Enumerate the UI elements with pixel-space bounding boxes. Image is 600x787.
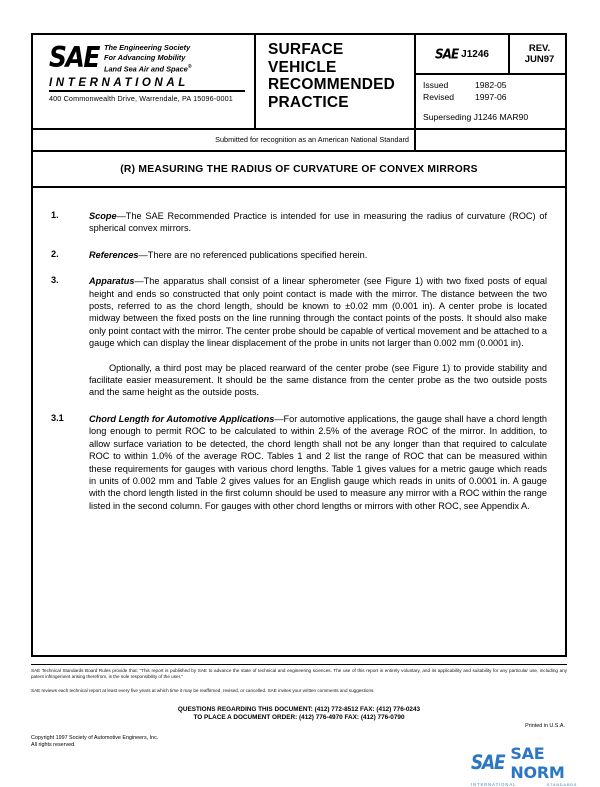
section-scope-dash: —: [116, 211, 126, 221]
sae-norm-logo: [471, 744, 583, 787]
section-scope-body: [89, 210, 547, 235]
practice-type-cell: [254, 35, 414, 128]
sae-tagline: [104, 43, 192, 74]
submitted-band: [33, 130, 565, 150]
sae-norm-logo-row: [471, 744, 583, 782]
sae-logo-row: [49, 40, 245, 75]
practice-type-line-2: VEHICLE: [268, 58, 337, 76]
document-footer: [31, 664, 567, 749]
section-apparatus-body: [89, 275, 547, 399]
sae-tagline-line-3: [104, 62, 192, 74]
footer-contact: [31, 706, 567, 723]
footer-order-line: TO PLACE A DOCUMENT ORDER: (412) 776-4970 FAX: (412) 776-0790: [193, 714, 405, 722]
document-frame: [31, 33, 567, 657]
practice-type-line-3: RECOMMENDED: [268, 76, 396, 93]
submitted-note: Submitted for recognition as an American National Standard: [215, 135, 409, 144]
footer-copyright-line-2: All rights reserved.: [31, 741, 76, 748]
section-chord-length-number: 3.1: [51, 412, 64, 423]
document-number: J1246: [461, 48, 489, 60]
section-apparatus-dash: —: [134, 276, 144, 287]
footer-review-note: SAE reviews each technical report at least every five years at which time it may be reaffirmed, revised, or cancelled. SAE invites your written comments and suggestions.: [31, 688, 375, 694]
issued-value: 1982-05: [475, 80, 507, 90]
section-references: [51, 249, 547, 261]
revision-cell: [510, 35, 569, 73]
sae-norm-sub-left: INTERNATIONAL: [471, 782, 517, 787]
section-chord-length-heading: Chord Length for Automotive Applications: [89, 413, 275, 424]
section-chord-length-text: For automotive applications, the gauge shall have a chord length long enough to permit ROC to be calculated to within 2.5% of the average ROC of the mirror. In addition, to allow surface variation to be detected, the chord length shall not be any longer than that required to calculate ROC to within 1.0% of the average ROC. Tables 1 and 2 list the range of ROC that can be measured within these requirements for gauges with various chord lengths. Table 1 gives values for a metric gauge which reads in units of 0.002 mm and Table 2 gives values for an English gauge which reads in units of 0.0001 in. A gauge with the chord length listed in the first column should be used to measure any mirror with a ROC within the range listed in the second column. For gauges with other chord lengths or mirrors with other ROC, see Appendix A.: [89, 413, 547, 511]
issued-label: Issued: [423, 80, 449, 90]
section-chord-length-dash: —: [274, 413, 284, 424]
section-scope: [51, 210, 547, 235]
section-scope-number: 1.: [51, 210, 59, 220]
revised-label: Revised: [423, 91, 455, 102]
document-title-band: [33, 150, 565, 188]
sae-tagline-line-1: The Engineering Society: [103, 43, 191, 52]
section-chord-length: [51, 413, 547, 512]
sae-norm-sublabels: [471, 782, 583, 787]
section-scope-text: The SAE Recommended Practice is intended for use in measuring the radius of curvature (ROC) of spherical convex mirrors.: [89, 211, 547, 234]
footer-copyright-line-1: Copyright 1997 Society of Automotive Engineers, Inc.: [31, 734, 159, 741]
practice-type-title: [268, 41, 395, 111]
section-apparatus-text: The apparatus shall consist of a linear spherometer (see Figure 1) with two fixed posts of equal height and ends so constructed that only point contact is made with the mirror. The distance between the two posts, referred to as the chord length, should be known to ±0.02 mm (0.001 in). A center probe is located midway between the fixed posts on the line running through the contact points of the posts. It should also make only point contact with the mirror. The center probe should be capable of vertical movement and be attached to a gauge which can display the linear displacement of the probe in units not larger than 0.002 mm (0.0001 in).: [89, 276, 547, 349]
section-references-body: [89, 249, 547, 261]
page-title: (R) MEASURING THE RADIUS OF CURVATURE OF CONVEX MIRRORS: [120, 163, 478, 175]
section-apparatus-heading: Apparatus: [89, 276, 135, 287]
document-number-inner: [435, 47, 489, 61]
sae-logo: [49, 40, 245, 104]
footer-questions-line: QUESTIONS REGARDING THIS DOCUMENT: (412) 772-8512 FAX: (412) 776-0243: [177, 705, 421, 713]
document-number-cell: [416, 35, 510, 73]
section-apparatus-paragraph-2: Optionally, a third post may be placed rearward of the center probe (see Figure 1) to provide stability and facilitate easier measurement. It should be the same distance from the center probe as the two outside posts and the same height as the outside posts.: [89, 362, 547, 398]
section-references-dash: —: [138, 249, 148, 260]
sae-international-label: INTERNATIONAL: [49, 77, 245, 92]
sae-wordmark: SAE: [49, 40, 99, 75]
section-references-number: 2.: [51, 248, 59, 259]
document-body: [33, 188, 565, 526]
sae-norm-sub-right: STANDARDS: [546, 782, 577, 787]
superseding-note: Superseding J1246 MAR90: [423, 112, 529, 122]
section-references-text: There are no referenced publications specified herein.: [147, 249, 368, 260]
footer-disclaimer: SAE Technical Standards Board Rules provide that: "This report is published by SAE to advance the state of technical and engineering sciences. The use of this report is entirely voluntary, and its applicability and suitability for any particular use, including any patent infringement arising therefrom, is the sole responsibility of the user.": [31, 668, 567, 680]
section-apparatus-number: 3.: [51, 275, 59, 286]
section-chord-length-body: [89, 413, 547, 512]
sae-tagline-line-3-text: Land Sea Air and Space: [103, 64, 188, 74]
revision-label: REV.: [528, 42, 551, 54]
revised-value: 1997-06: [475, 91, 507, 102]
sae-norm-wordmark: SAE: [471, 751, 505, 775]
submitted-band-divider: [414, 130, 416, 150]
footer-printed-in: Printed in U.S.A.: [525, 723, 565, 729]
sae-badge-mark: SAE: [435, 46, 459, 62]
sae-norm-text: SAE NORM: [510, 744, 565, 782]
issued-row: [423, 80, 567, 92]
registered-mark-icon: ®: [187, 64, 192, 71]
revision-value: JUN97: [524, 54, 555, 65]
document-info-cell: [414, 35, 567, 128]
document-number-row: [416, 35, 567, 75]
sae-tagline-line-2: For Advancing Mobility: [103, 52, 186, 62]
section-scope-heading: Scope: [89, 211, 117, 221]
section-references-heading: References: [89, 249, 139, 260]
document-dates: [416, 75, 567, 128]
sae-address: 400 Commonwealth Drive, Warrendale, PA 15096-0001: [49, 94, 233, 104]
sae-logo-cell: [33, 35, 254, 128]
document-header: [33, 35, 565, 130]
section-apparatus: [51, 275, 547, 399]
practice-type-line-1: SURFACE: [268, 41, 344, 58]
section-apparatus-paragraph-1: [89, 275, 547, 349]
revised-row: [423, 92, 567, 104]
practice-type-line-4: PRACTICE: [268, 93, 349, 111]
footer-divider: [31, 664, 567, 665]
